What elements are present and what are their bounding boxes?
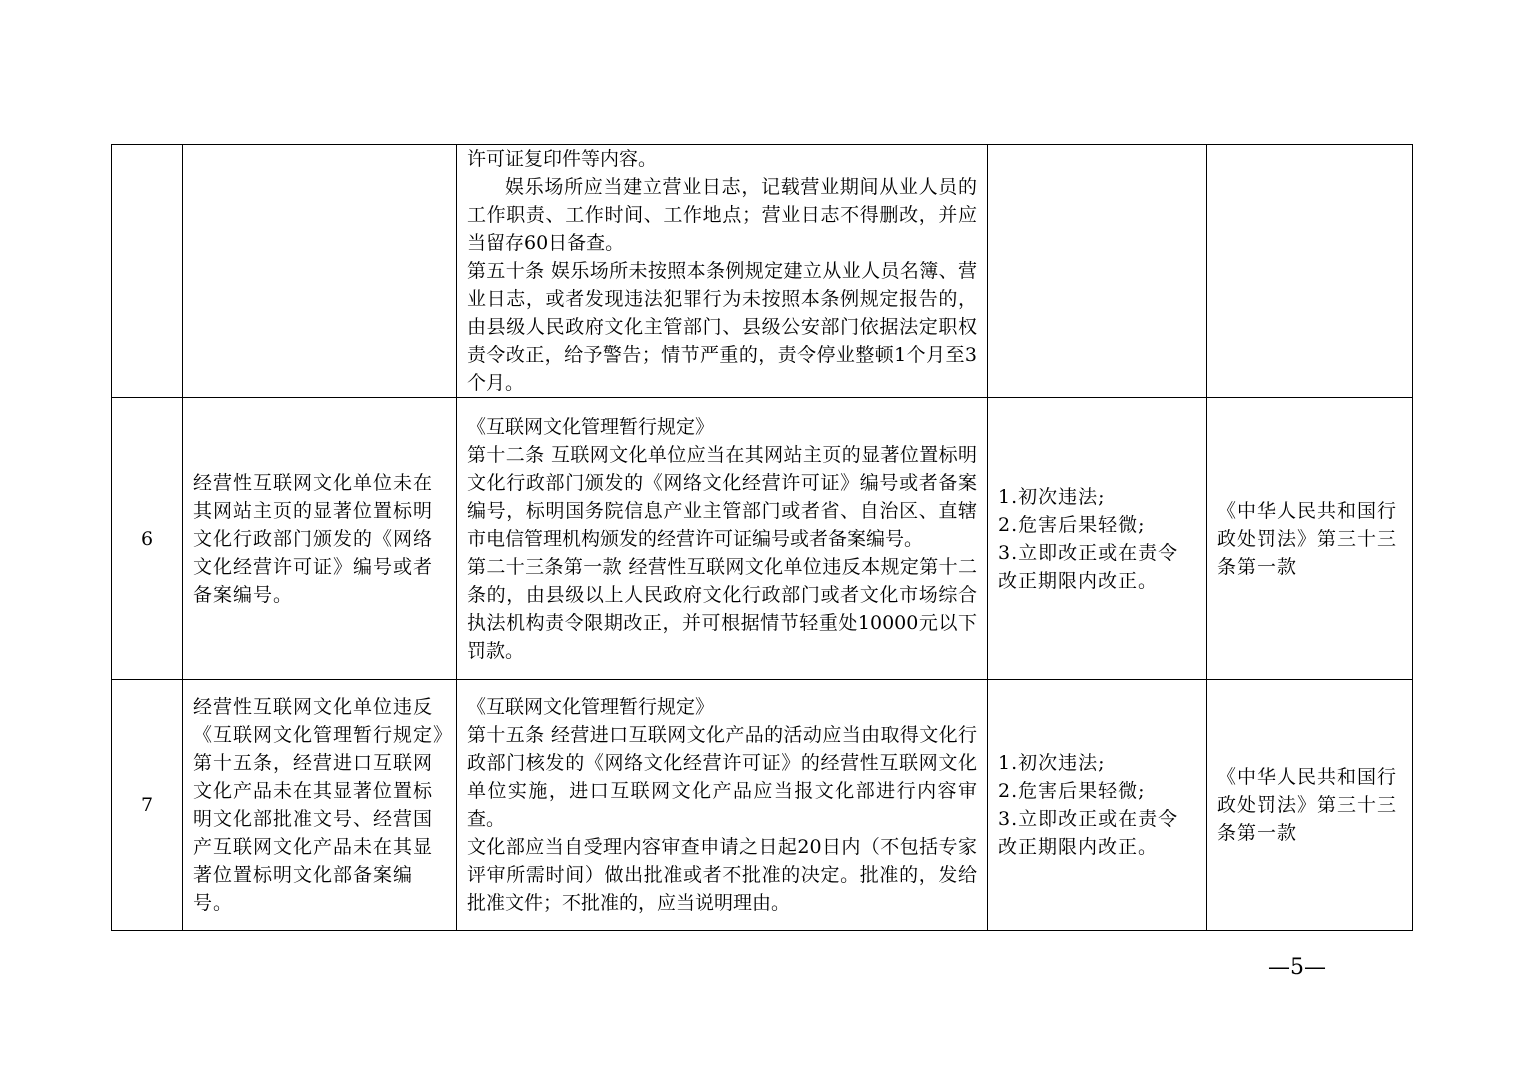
legal-basis — [457, 145, 988, 398]
legal-basis — [457, 398, 988, 680]
violation-description — [183, 145, 457, 398]
condition-item: 3.立即改正或在责令改正期限内改正。 — [998, 541, 1179, 592]
row-index — [112, 145, 183, 398]
penalty-exemption-table — [111, 144, 1413, 931]
condition-item: 1.初次违法; — [998, 752, 1106, 774]
condition-item: 2.危害后果轻微; — [998, 780, 1146, 802]
violation-description: 经营性互联网文化单位违反《互联网文化管理暂行规定》第十五条，经营进口互联网文化产品未在其显著位置标明文化部批准文号、经营国产互联网文化产品未在其显著位置标明文化部备案编号。 — [183, 680, 457, 931]
basis-paragraph: 第十五条 经营进口互联网文化产品的活动应当由取得文化行政部门核发的《网络文化经营许可证》的经营性互联网文化单位实施，进口互联网文化产品应当报文化部进行内容审查。 — [467, 724, 977, 830]
exemption-law: 《中华人民共和国行政处罚法》第三十三条第一款 — [1207, 398, 1413, 680]
row-index: 6 — [112, 398, 183, 680]
basis-paragraph: 第十二条 互联网文化单位应当在其网站主页的显著位置标明文化行政部门颁发的《网络文化经营许可证》编号或者备案编号，标明国务院信息产业主管部门或者省、自治区、直辖市电信管理机构颁发的经营许可证编号或者备案编号。 — [467, 443, 977, 550]
row-index: 7 — [112, 680, 183, 931]
table-row — [112, 145, 1413, 398]
basis-paragraph: 《互联网文化管理暂行规定》 — [467, 415, 715, 438]
exemption-law — [1207, 145, 1413, 398]
condition-item: 1.初次违法; — [998, 485, 1106, 508]
exemption-conditions — [988, 680, 1207, 931]
basis-paragraph: 第二十三条第一款 经营性互联网文化单位违反本规定第十二条的，由县级以上人民政府文化行政部门或者文化市场综合执法机构责令限期改正，并可根据情节轻重处10000元以下罚款。 — [467, 555, 977, 662]
table-row — [112, 398, 1413, 680]
basis-paragraph: 第五十条 娱乐场所未按照本条例规定建立从业人员名簿、营业日志，或者发现违法犯罪行为未按照本条例规定报告的，由县级人民政府文化主管部门、县级公安部门依据法定职权责令改正，给予警告；情节严重的，责令停业整顿1个月至3个月。 — [467, 260, 977, 394]
page-number: —5— — [1268, 955, 1326, 980]
condition-item: 2.危害后果轻微; — [998, 513, 1146, 536]
basis-paragraph: 娱乐场所应当建立营业日志，记载营业期间从业人员的工作职责、工作时间、工作地点；营业日志不得删改，并应当留存60日备查。 — [467, 176, 977, 254]
condition-item: 3.立即改正或在责令改正期限内改正。 — [998, 808, 1179, 858]
violation-description: 经营性互联网文化单位未在其网站主页的显著位置标明文化行政部门颁发的《网络文化经营许可证》编号或者备案编号。 — [183, 398, 457, 680]
basis-paragraph: 许可证复印件等内容。 — [467, 148, 658, 170]
exemption-conditions — [988, 398, 1207, 680]
legal-basis — [457, 680, 988, 931]
basis-paragraph: 《互联网文化管理暂行规定》 — [467, 696, 715, 718]
table-row — [112, 680, 1413, 931]
exemption-law: 《中华人民共和国行政处罚法》第三十三条第一款 — [1207, 680, 1413, 931]
basis-paragraph: 文化部应当自受理内容审查申请之日起20日内（不包括专家评审所需时间）做出批准或者不批准的决定。批准的，发给批准文件；不批准的，应当说明理由。 — [467, 836, 977, 914]
exemption-conditions — [988, 145, 1207, 398]
